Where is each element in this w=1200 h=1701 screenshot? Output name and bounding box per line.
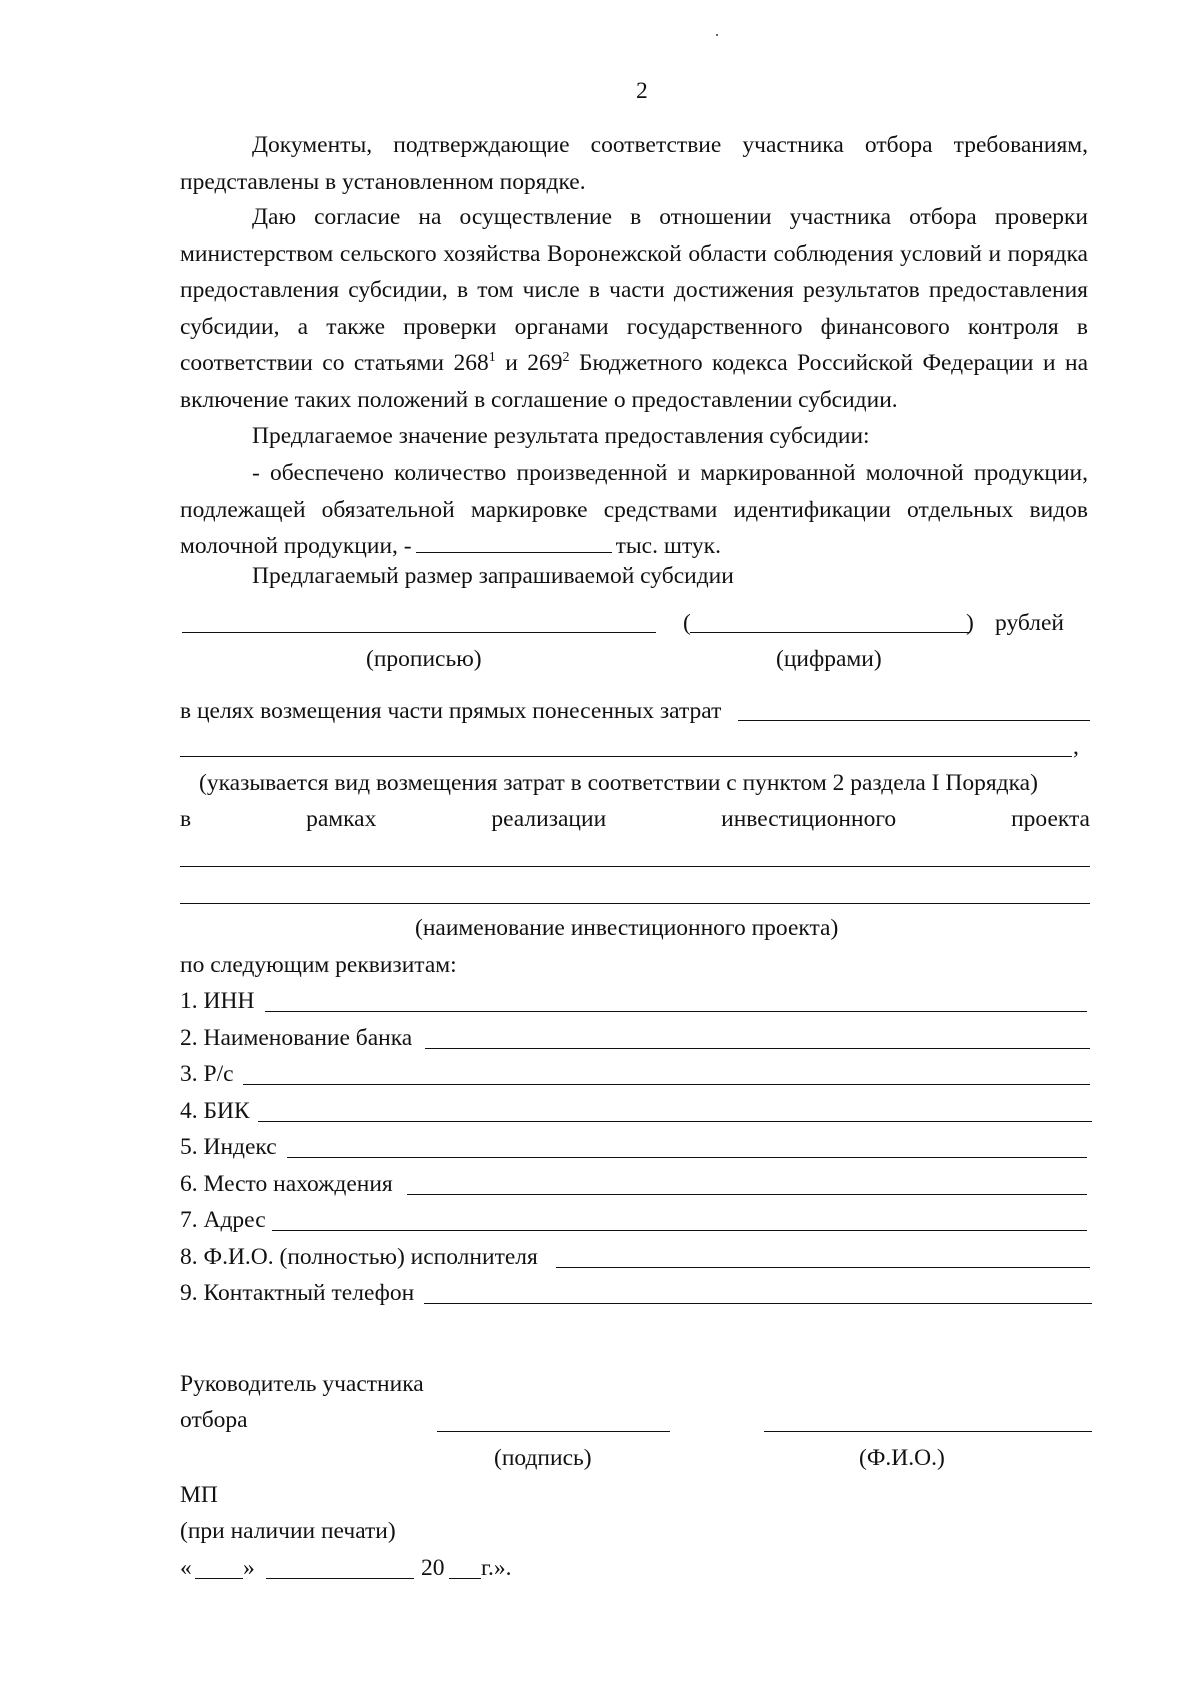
paragraph-proposed-result: Предлагаемое значение результата предоставления субсидии: (252, 423, 870, 449)
quantity-field[interactable] (416, 533, 612, 553)
project-word: в (180, 806, 192, 832)
requisite-executor-field[interactable] (556, 1267, 1090, 1268)
reimbursement-field[interactable] (738, 720, 1090, 721)
requisite-bank-field[interactable] (425, 1048, 1090, 1049)
signature-caption: (подпись) (494, 1445, 592, 1471)
date-close-quote: » (243, 1555, 255, 1581)
full-name-caption: (Ф.И.О.) (859, 1445, 945, 1471)
paragraph-subsidy-size: Предлагаемый размер запрашиваемой субсидии (252, 563, 734, 589)
stamp-label: МП (180, 1482, 218, 1508)
requisites-heading: по следующим реквизитам: (180, 952, 457, 978)
requisite-phone-field[interactable] (424, 1303, 1092, 1304)
date-month-field[interactable] (266, 1578, 414, 1579)
requisite-inn-field[interactable] (265, 1011, 1087, 1012)
project-line (180, 806, 1090, 833)
date-open-quote: « (180, 1555, 192, 1581)
project-word: проекта (1011, 806, 1090, 832)
paragraph-documents: Документы, подтверждающие соответствие участника отбора требованиям, представлены в установленном порядке. (180, 132, 1088, 195)
trailing-comma: , (1073, 734, 1079, 760)
digits-caption: (цифрами) (776, 646, 882, 672)
project-word: реализации (491, 806, 607, 832)
project-name-field[interactable] (180, 866, 1090, 867)
head-title-line2: отбора (180, 1407, 248, 1433)
reimbursement-field-continued[interactable] (180, 756, 1072, 757)
signature-field[interactable] (437, 1431, 670, 1432)
requisite-bik-field[interactable] (258, 1121, 1092, 1122)
paragraph-milk-products: - обеспечено количество произведенной и маркированной молочной продукции, подлежащей обязательной маркировке средствами идентификации отдельных видов молочной продукции, - тыс. штук. (180, 460, 1088, 559)
head-title-line1: Руководитель участника (180, 1371, 424, 1397)
reimbursement-label: в целях возмещения части прямых понесенных затрат (180, 698, 722, 724)
close-paren: ) (966, 610, 974, 636)
requisite-index-label: 5. Индекс (180, 1134, 277, 1160)
requisite-index-field[interactable] (287, 1157, 1087, 1158)
requisite-account-field[interactable] (243, 1084, 1090, 1085)
year-suffix: г.». (481, 1555, 512, 1581)
requisite-location-field[interactable] (407, 1194, 1087, 1195)
amount-words-field[interactable] (182, 632, 656, 633)
requisite-bank-label: 2. Наименование банка (180, 1025, 413, 1051)
full-name-field[interactable] (764, 1431, 1092, 1432)
project-caption: (наименование инвестиционного проекта) (415, 915, 839, 941)
scan-speck (716, 34, 718, 36)
requisite-executor-label: 8. Ф.И.О. (полностью) исполнителя (180, 1244, 538, 1270)
requisite-phone-label: 9. Контактный телефон (180, 1280, 415, 1306)
requisite-bik-label: 4. БИК (180, 1098, 250, 1124)
year-prefix: 20 (421, 1555, 445, 1581)
page-number: 2 (636, 78, 648, 104)
date-year-field[interactable] (449, 1578, 481, 1579)
stamp-note: (при наличии печати) (180, 1518, 396, 1544)
project-word: инвестиционного (721, 806, 897, 832)
project-word: рамках (306, 806, 377, 832)
open-paren: ( (683, 610, 691, 636)
requisite-address-label: 7. Адрес (180, 1207, 266, 1233)
date-day-field[interactable] (195, 1578, 243, 1579)
requisite-location-label: 6. Место нахождения (180, 1171, 393, 1197)
reimbursement-caption: (указывается вид возмещения затрат в соответствии с пунктом 2 раздела I Порядка) (199, 770, 1038, 796)
amount-digits-field[interactable] (690, 632, 970, 633)
project-name-field-continued[interactable] (180, 903, 1090, 904)
requisite-account-label: 3. Р/с (180, 1061, 234, 1087)
requisite-inn-label: 1. ИНН (180, 988, 255, 1014)
requisite-address-field[interactable] (272, 1230, 1087, 1231)
words-caption: (прописью) (366, 646, 482, 672)
currency-label: рублей (995, 610, 1064, 636)
paragraph-consent: Даю согласие на осуществление в отношении участника отбора проверки министерством сельского хозяйства Воронежской области соблюдения условий и порядка предоставления субсидии, в том числе в части достижения результатов предоставления субсидии, а также проверки органами государственного финансового контроля в соответствии со статьями $268^1$ и $269^2$ Бюджетного кодекса Российской Федерации и на включение таких положений в соглашение о предоставлении субсидии. (180, 204, 1088, 413)
